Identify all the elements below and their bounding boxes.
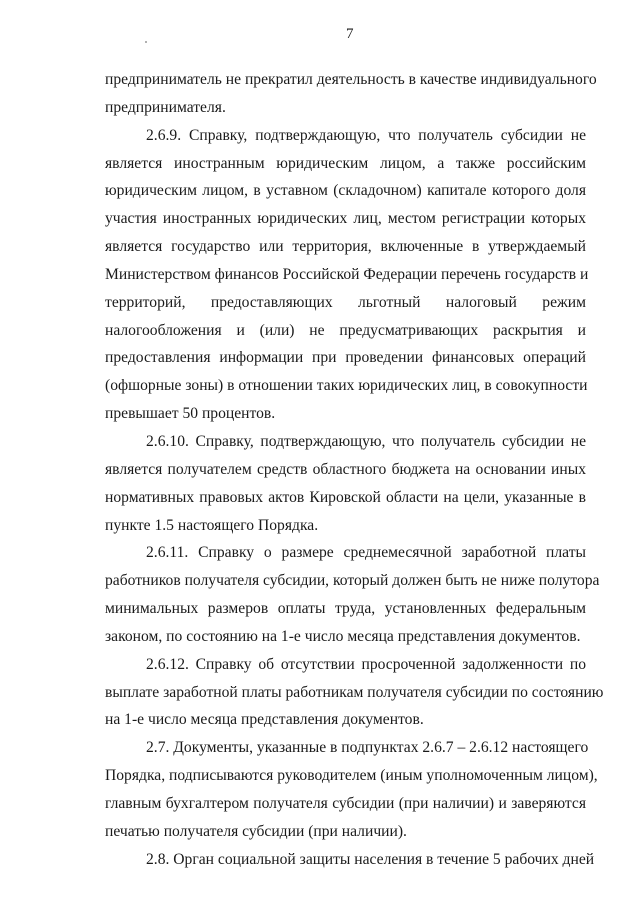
paragraph — [105, 651, 604, 735]
text-line: пункте 1.5 настоящего Порядка. — [105, 516, 319, 534]
text-line: Министерством финансов Российской Федерации перечень государств и — [105, 265, 589, 283]
text-line: превышает 50 процентов. — [105, 405, 276, 423]
text-line: выплате заработной платы работникам получателя субсидии по состоянию — [105, 683, 604, 701]
text-line: нормативных правовых актов Кировской области на цели, указанные в — [105, 488, 586, 506]
text-line: 2.8. Орган социальной защиты населения в течение 5 рабочих дней — [146, 850, 595, 868]
text-line: 2.6.12. Справку об отсутствии просроченной задолженности по — [146, 655, 586, 673]
text-line: 2.6.10. Справку, подтверждающую, что получатель субсидии не — [146, 432, 586, 450]
paragraph — [105, 122, 589, 428]
page-number: 7 — [346, 26, 354, 42]
text-line: (офшорные зоны) в отношении таких юридических лиц, в совокупности — [105, 377, 588, 395]
paragraph — [105, 846, 595, 874]
text-line: является государство или территория, включенные в утверждаемый — [105, 238, 586, 256]
text-line: Порядка, подписываются руководителем (иным уполномоченным лицом), — [105, 767, 598, 785]
text-line: 2.7. Документы, указанные в подпунктах 2.6.7 – 2.6.12 настоящего — [146, 739, 589, 757]
text-line: работников получателя субсидии, который должен быть не ниже полутора — [105, 572, 600, 590]
text-line: 2.6.11. Справку о размере среднемесячной заработной платы — [146, 544, 586, 562]
text-line: участия иностранных юридических лиц, местом регистрации которых — [105, 210, 586, 228]
text-line: 2.6.9. Справку, подтверждающую, что получатель субсидии не — [146, 126, 586, 144]
text-line: минимальных размеров оплаты труда, установленных федеральным — [105, 600, 586, 618]
text-line: территорий, предоставляющих льготный налоговый режим — [105, 293, 586, 311]
scan-speck — [145, 41, 147, 43]
text-line: является получателем средств областного бюджета на основании иных — [105, 460, 586, 478]
text-line: юридическим лицом, в уставном (складочном) капитале которого доля — [105, 182, 586, 200]
text-line: налогообложения и (или) не предусматривающих раскрытия и — [105, 321, 586, 339]
text-line: печатью получателя субсидии (при наличии). — [105, 822, 407, 840]
text-line: предприниматель не прекратил деятельность в качестве индивидуального — [105, 71, 597, 88]
paragraph — [105, 539, 600, 650]
text-line: предоставления информации при проведении финансовых операций — [105, 349, 586, 367]
text-line: законом, по состоянию на 1-е число месяца представления документов. — [105, 627, 581, 645]
document-body — [105, 66, 604, 873]
paragraph — [105, 734, 598, 845]
paragraph — [105, 66, 597, 122]
text-line: главным бухгалтером получателя субсидии (при наличии) и заверяются — [105, 794, 586, 812]
paragraph — [105, 428, 586, 539]
text-line: предпринимателя. — [105, 98, 226, 116]
text-line: является иностранным юридическим лицом, а также российским — [105, 154, 586, 172]
text-line: на 1-е число месяца представления документов. — [105, 711, 424, 729]
